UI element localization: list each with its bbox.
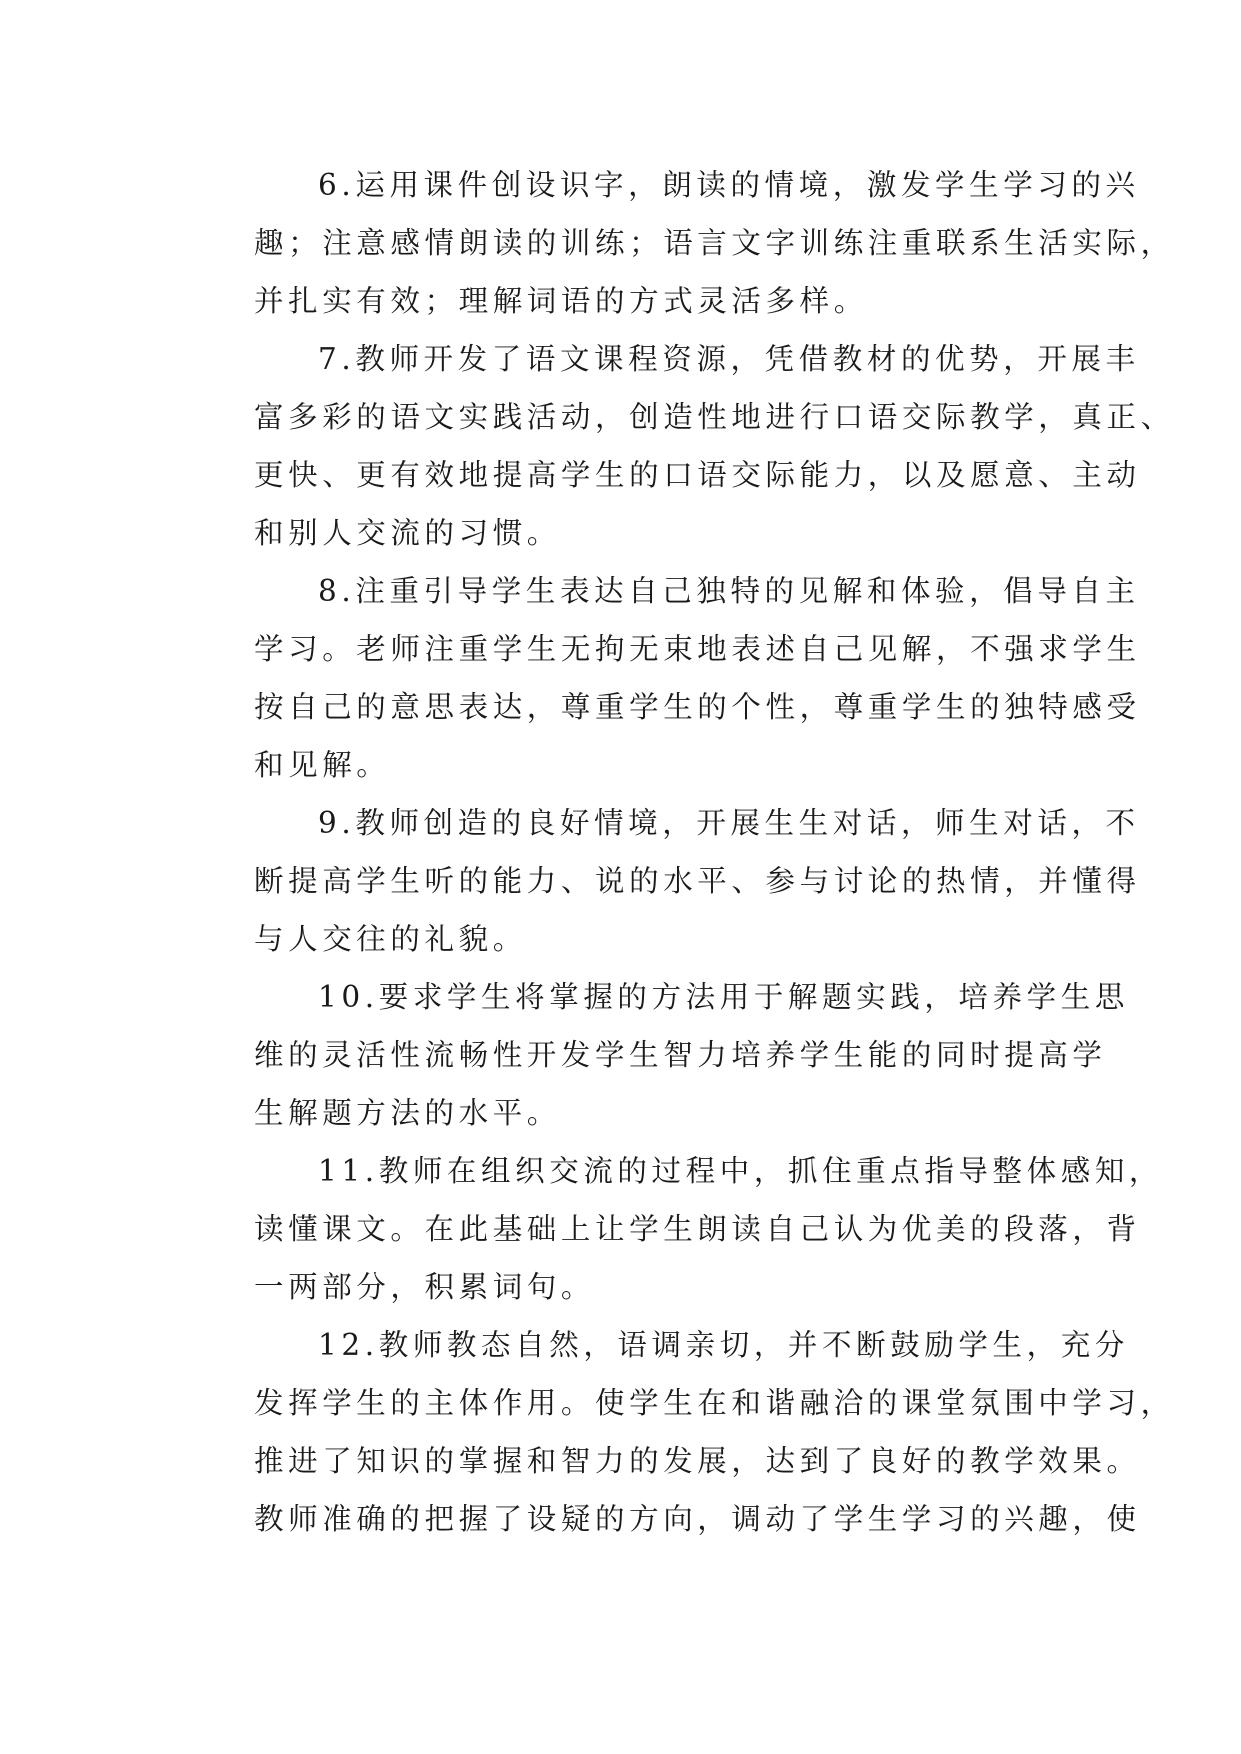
paragraph-line: 9.教师创造的良好情境，开展生生对话，师生对话，不 [318, 806, 1140, 840]
paragraph-line: 维的灵活性流畅性开发学生智力培养学生能的同时提高学 [254, 1038, 1107, 1072]
paragraph-line: 教师准确的把握了设疑的方向，调动了学生学习的兴趣，使 [254, 1502, 1141, 1536]
paragraph-line: 富多彩的语文实践活动，创造性地进行口语交际教学，真正、 [254, 400, 1175, 434]
paragraph-line: 10.要求学生将掌握的方法用于解题实践，培养学生思 [318, 980, 1129, 1014]
paragraph-line: 推进了知识的掌握和智力的发展，达到了良好的教学效果。 [254, 1444, 1141, 1478]
paragraph-line: 发挥学生的主体作用。使学生在和谐融洽的课堂氛围中学习， [254, 1386, 1175, 1420]
paragraph-line: 11.教师在组织交流的过程中，抓住重点指导整体感知， [318, 1154, 1164, 1188]
paragraph-line: 生解题方法的水平。 [254, 1096, 561, 1130]
paragraph-line: 读懂课文。在此基础上让学生朗读自己认为优美的段落，背 [254, 1212, 1141, 1246]
paragraph-line: 按自己的意思表达，尊重学生的个性，尊重学生的独特感受 [254, 690, 1141, 724]
paragraph-line: 与人交往的礼貌。 [254, 922, 527, 956]
paragraph-line: 和见解。 [254, 748, 391, 782]
paragraph-7 [190, 330, 1175, 562]
paragraph-line: 断提高学生听的能力、说的水平、参与讨论的热情，并懂得 [254, 864, 1141, 898]
paragraph-6 [190, 156, 1175, 330]
paragraph-line: 和别人交流的习惯。 [254, 516, 561, 550]
paragraph-line: 6.运用课件创设识字，朗读的情境，激发学生学习的兴 [318, 168, 1140, 202]
paragraph-8 [190, 562, 1141, 794]
paragraph-line: 趣；注意感情朗读的训练；语言文字训练注重联系生活实际， [254, 226, 1175, 260]
paragraph-9 [190, 794, 1141, 968]
paragraph-line: 7.教师开发了语文课程资源，凭借教材的优势，开展丰 [318, 342, 1140, 376]
document-body [190, 156, 1175, 1548]
paragraph-line: 并扎实有效；理解词语的方式灵活多样。 [254, 284, 868, 318]
paragraph-11 [190, 1142, 1164, 1316]
paragraph-line: 一两部分，积累词句。 [254, 1270, 596, 1304]
paragraph-line: 更快、更有效地提高学生的口语交际能力，以及愿意、主动 [254, 458, 1141, 492]
paragraph-line: 8.注重引导学生表达自己独特的见解和体验，倡导自主 [318, 574, 1140, 608]
paragraph-10 [190, 968, 1129, 1142]
paragraph-line: 12.教师教态自然，语调亲切，并不断鼓励学生，充分 [318, 1328, 1129, 1362]
paragraph-12 [190, 1316, 1175, 1548]
paragraph-line: 学习。老师注重学生无拘无束地表述自己见解，不强求学生 [254, 632, 1141, 666]
